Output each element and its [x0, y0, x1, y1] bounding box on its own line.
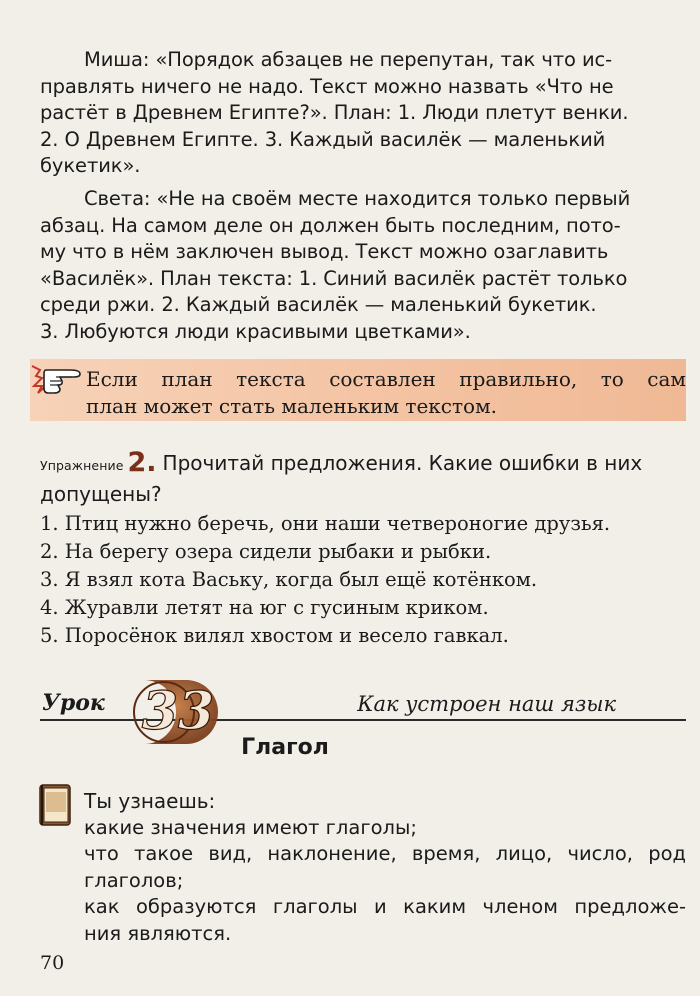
learn-item-cont: ния являются.	[84, 921, 232, 945]
list-item: 1. Птиц нужно беречь, они наши четвероногие друзья.	[40, 512, 611, 535]
sveta-paragraph	[40, 186, 686, 345]
list-item: 4. Журавли летят на юг с гусиным криком.	[40, 596, 489, 619]
rule-line: Если план текста составлен правильно, то сам	[86, 367, 686, 391]
misha-paragraph	[40, 47, 686, 180]
learn-block	[84, 788, 686, 947]
text-line: Миша: «Порядок абзацев не перепутан, так что ис-	[84, 48, 613, 71]
text-line: 3. Любуются люди красивыми цветками».	[40, 319, 471, 343]
learn-item-cont: глаголов;	[84, 868, 184, 892]
text-line: среди ржи. 2. Каждый василёк — маленький букетик.	[40, 293, 597, 316]
lesson-label: Урок	[42, 690, 111, 716]
lesson-number: 33	[141, 681, 215, 742]
learn-item: что такое вид, наклонение, время, лицо, число, род	[84, 842, 686, 865]
exercise-sentences	[40, 510, 686, 650]
text-line: Света: «Не на своём месте находится только первый	[84, 187, 631, 210]
exercise-number: 2.	[127, 447, 157, 478]
text-line: 2. О Древнем Египте. 3. Каждый василёк — маленький	[40, 127, 606, 151]
lesson-title: Глагол	[241, 735, 329, 760]
book-icon	[36, 782, 76, 828]
pointing-hand-icon	[30, 360, 84, 396]
rule-text	[86, 366, 686, 420]
learn-heading: Ты узнаешь:	[84, 789, 216, 813]
exercise-task: Прочитай предложения. Какие ошибки в них допущены?	[40, 451, 643, 506]
text-line: букетик».	[40, 154, 141, 177]
text-line: абзац. На самом деле он должен быть последним, пото-	[40, 213, 621, 237]
learn-item: какие значения имеют глаголы;	[84, 815, 417, 839]
page-number: 70	[40, 952, 65, 974]
learn-item: как образуются глаголы и каким членом предложе-	[84, 895, 686, 918]
text-line: «Василёк». План текста: 1. Синий василёк растёт только	[40, 266, 628, 290]
text-line: му что в нём заключен вывод. Текст можно озаглавить	[40, 240, 609, 263]
lesson-section: Как устроен наш язык	[347, 692, 616, 716]
text-line: правлять ничего не надо. Текст можно назвать «Что не	[40, 74, 614, 98]
list-item: 5. Поросёнок вилял хвостом и весело гавкал.	[40, 624, 509, 647]
list-item: 2. На берегу озера сидели рыбаки и рыбки.	[40, 540, 492, 563]
exercise-header	[40, 449, 686, 508]
text-line: растёт в Древнем Египте?». План: 1. Люди плетут венки.	[40, 101, 629, 124]
exercise-label: Упражнение	[40, 458, 124, 473]
list-item: 3. Я взял кота Ваську, когда был ещё котёнком.	[40, 568, 538, 591]
rule-line: план может стать маленьким текстом.	[86, 394, 498, 418]
